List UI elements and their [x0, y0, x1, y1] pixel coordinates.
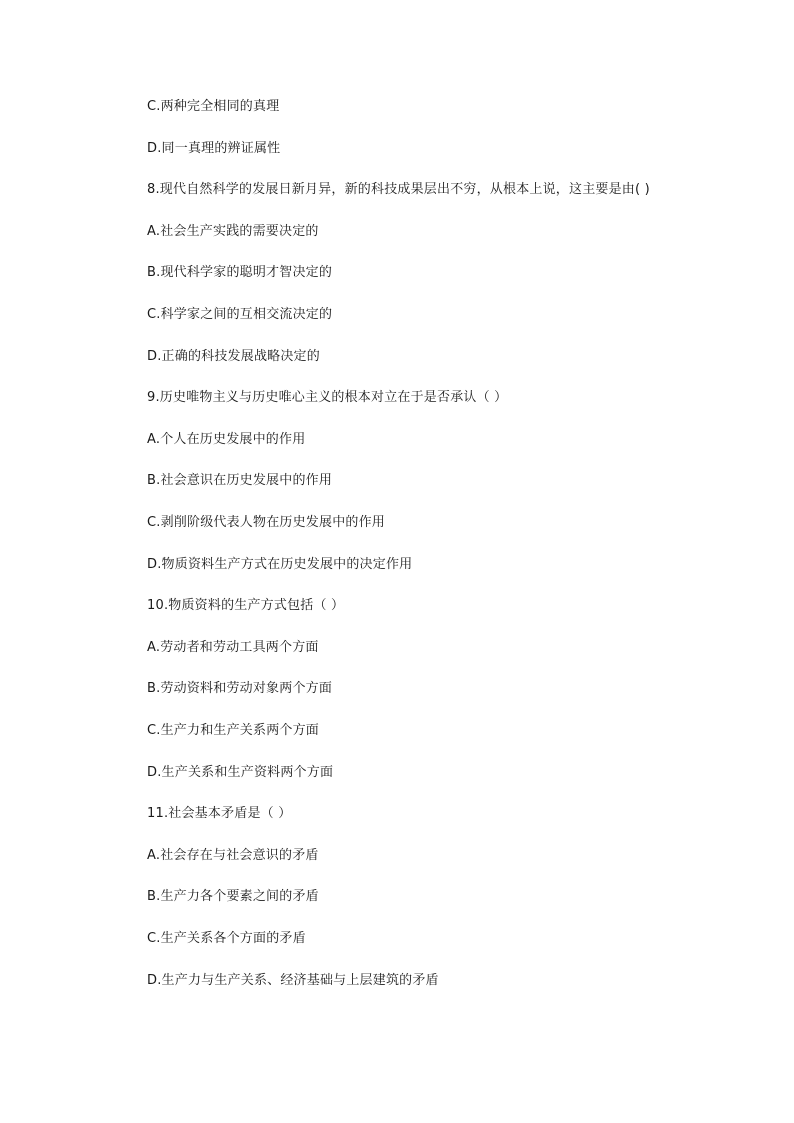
option-c-q10: C.生产力和生产关系两个方面	[147, 723, 320, 738]
option-a-q9: A.个人在历史发展中的作用	[147, 432, 306, 447]
option-c-q9: C.剥削阶级代表人物在历史发展中的作用	[147, 515, 386, 530]
option-c-q11: C.生产关系各个方面的矛盾	[147, 931, 306, 946]
option-d-q9: D.物质资料生产方式在历史发展中的决定作用	[147, 557, 413, 572]
option-a-q10: A.劳动者和劳动工具两个方面	[147, 640, 319, 655]
option-d-q11: D.生产力与生产关系、经济基础与上层建筑的矛盾	[147, 973, 439, 988]
option-c-q8: C.科学家之间的互相交流决定的	[147, 307, 333, 322]
option-a-q8: A.社会生产实践的需要决定的	[147, 224, 319, 239]
option-d-q8: D.正确的科技发展战略决定的	[147, 349, 320, 364]
option-b-q8: B.现代科学家的聪明才智决定的	[147, 265, 333, 280]
question-8: 8.现代自然科学的发展日新月异，新的科技成果层出不穷，从根本上说，这主要是由( )	[147, 182, 650, 197]
question-9: 9.历史唯物主义与历史唯心主义的根本对立在于是否承认（ ）	[147, 390, 508, 405]
option-a-q11: A.社会存在与社会意识的矛盾	[147, 848, 319, 863]
question-11: 11.社会基本矛盾是（ ）	[147, 806, 292, 821]
option-b-q10: B.劳动资料和劳动对象两个方面	[147, 681, 333, 696]
question-10: 10.物质资料的生产方式包括（ ）	[147, 598, 345, 613]
option-d-q10: D.生产关系和生产资料两个方面	[147, 765, 334, 780]
option-c-q7: C.两种完全相同的真理	[147, 99, 280, 114]
option-b-q11: B.生产力各个要素之间的矛盾	[147, 889, 319, 904]
option-d-q7: D.同一真理的辨证属性	[147, 141, 281, 156]
option-b-q9: B.社会意识在历史发展中的作用	[147, 473, 333, 488]
